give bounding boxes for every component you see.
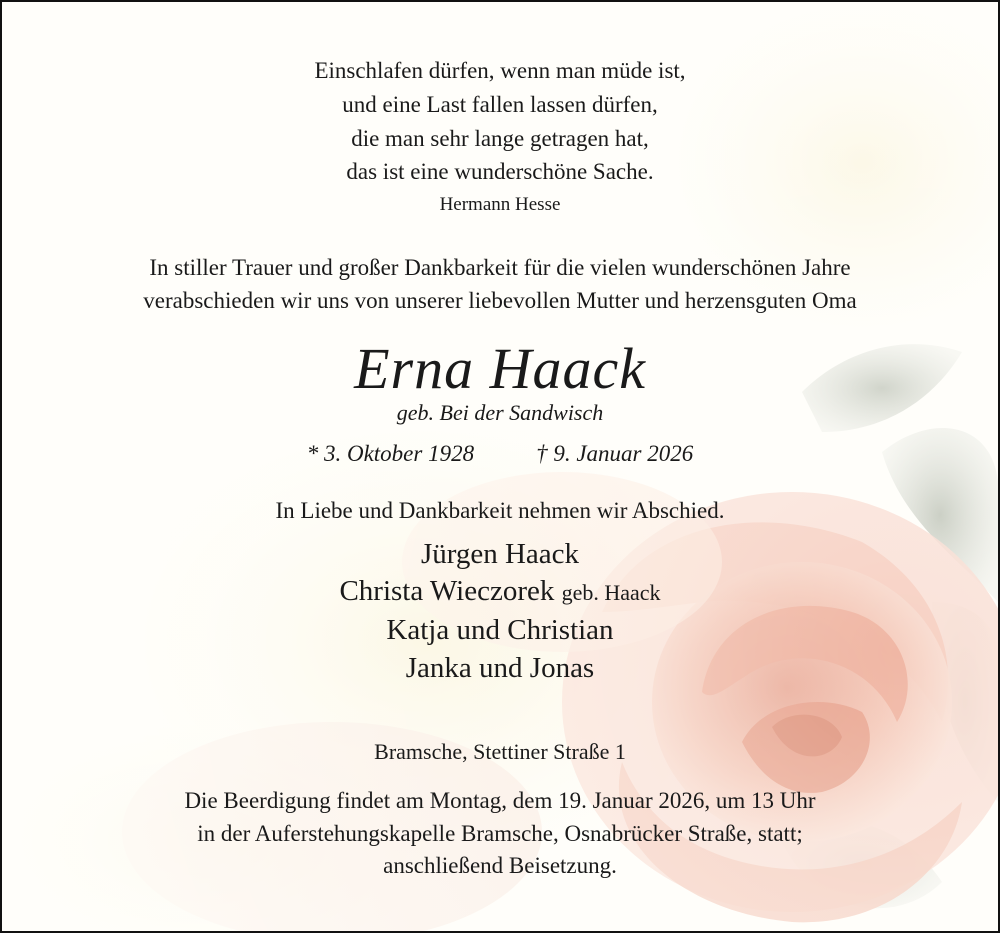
- intro-line: In stiller Trauer und großer Dankbarkeit für die vielen wunderschönen Jahre: [149, 255, 851, 280]
- deceased-name: Erna Haack: [354, 336, 646, 401]
- mourner-name: Jürgen Haack: [420, 538, 580, 570]
- poem-author: Hermann Hesse: [439, 194, 561, 215]
- mourner-name: Janka und Jonas: [405, 652, 595, 684]
- death-date: † 9. Januar 2026: [536, 441, 694, 466]
- mourner-address: Bramsche, Stettiner Straße 1: [374, 739, 626, 764]
- life-dates: [2, 441, 998, 467]
- poem-line: und eine Last fallen lassen dürfen,: [342, 92, 658, 117]
- mourner-name: Katja und Christian: [386, 614, 614, 646]
- intro-line: verabschieden wir uns von unserer liebevollen Mutter und herzensguten Oma: [143, 288, 857, 313]
- mourner-birth-name: geb. Haack: [561, 580, 661, 605]
- funeral-line: in der Auferstehungskapelle Bramsche, Osnabrücker Straße, statt;: [197, 821, 803, 846]
- birth-date: * 3. Oktober 1928: [306, 441, 475, 466]
- farewell-text: In Liebe und Dankbarkeit nehmen wir Abschied.: [275, 498, 725, 523]
- funeral-line: anschließend Beisetzung.: [383, 853, 617, 878]
- poem-line: die man sehr lange getragen hat,: [351, 126, 649, 151]
- mourner-name: [2, 575, 998, 608]
- poem-line: Einschlafen dürfen, wenn man müde ist,: [314, 58, 686, 83]
- mourner-name-main: Christa Wieczorek: [339, 575, 555, 607]
- poem-line: das ist eine wunderschöne Sache.: [346, 159, 654, 184]
- deceased-birth-name: geb. Bei der Sandwisch: [396, 400, 604, 425]
- funeral-line: Die Beerdigung findet am Montag, dem 19. Januar 2026, um 13 Uhr: [184, 788, 816, 813]
